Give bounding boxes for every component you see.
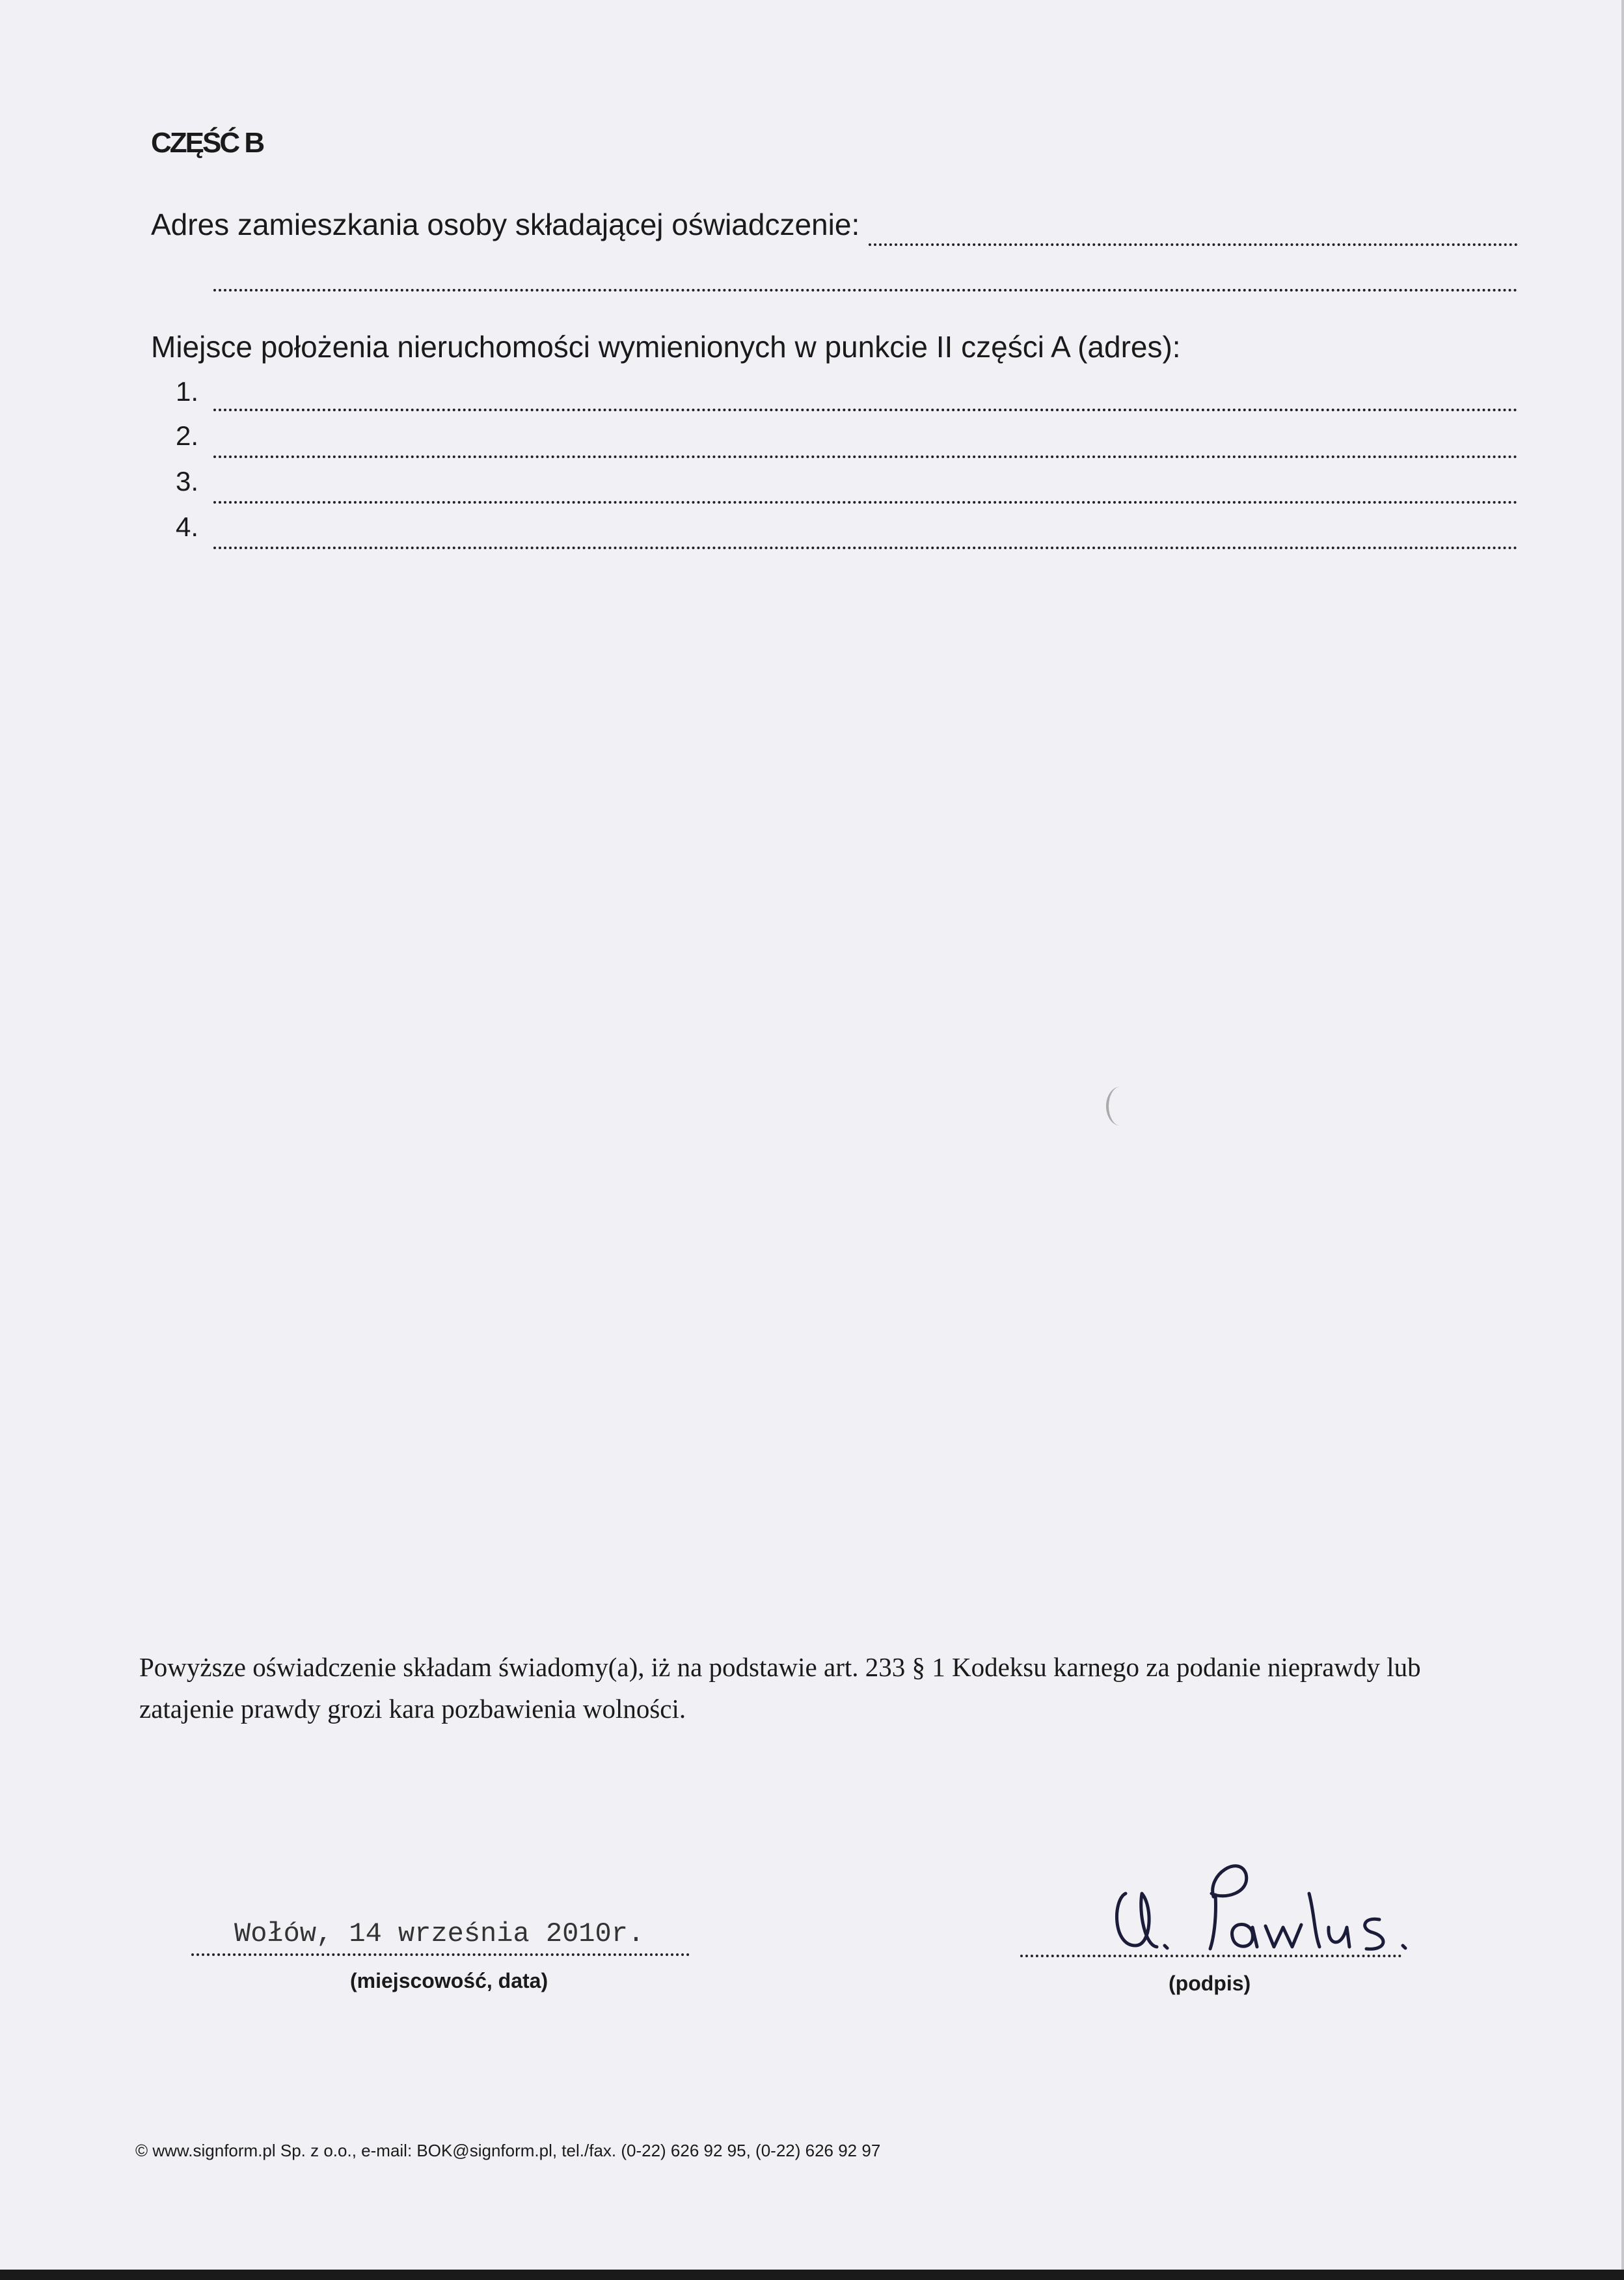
- place-date-caption: (miejscowość, data): [350, 1969, 548, 1992]
- scan-smudge: [1106, 1087, 1135, 1126]
- footer-copyright: © www.signform.pl Sp. z o.o., e-mail: BOK@signform.pl, tel./fax. (0-22) 626 92 95, (0-22) 626 92 97: [135, 2141, 881, 2160]
- scan-edge: [1621, 0, 1624, 2280]
- section-title: CZĘŚĆ B: [151, 127, 264, 159]
- property-line: [213, 501, 1518, 504]
- property-line: [213, 547, 1518, 549]
- property-number: 4.: [176, 511, 199, 542]
- signature-line: [1020, 1955, 1401, 1957]
- place-date-value: Wołów, 14 września 2010r.: [234, 1918, 645, 1949]
- signature-caption: (podpis): [1169, 1972, 1251, 1995]
- property-number: 1.: [176, 376, 199, 407]
- handwritten-signature: [1100, 1854, 1451, 1968]
- property-line: [213, 409, 1518, 411]
- property-line: [213, 455, 1518, 458]
- property-number: 3.: [176, 466, 199, 496]
- scan-bottom-edge: [0, 2270, 1624, 2280]
- address-line-1: [869, 243, 1518, 246]
- legal-statement: Powyższe oświadczenie składam świadomy(a), iż na podstawie art. 233 § 1 Kodeksu karnego za podanie nieprawdy lub zatajenie prawdy grozi kara pozbawienia wolności.: [139, 1652, 1421, 1724]
- address-line-2: [213, 289, 1518, 292]
- address-label: Adres zamieszkania osoby składającej oświadczenie:: [151, 208, 860, 241]
- place-date-line: [191, 1953, 690, 1956]
- property-label: Miejsce położenia nieruchomości wymienionych w punkcie II części A (adres):: [151, 330, 1181, 364]
- property-number: 2.: [176, 420, 199, 451]
- signature-drawing: [1100, 1854, 1451, 1965]
